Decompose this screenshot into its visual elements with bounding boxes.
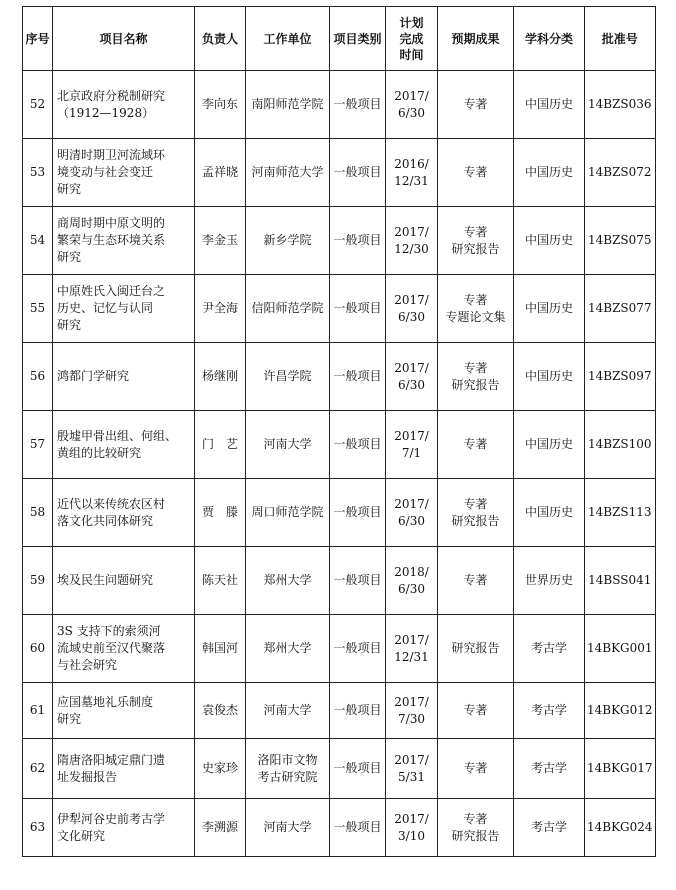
cell-subject: 中国历史 [514, 479, 585, 547]
cell-date [386, 71, 438, 139]
cell-seq: 59 [23, 547, 53, 615]
cell-seq: 63 [23, 799, 53, 857]
header-date-line: 时间 [399, 47, 424, 62]
table-body [23, 71, 656, 857]
header-date [386, 7, 438, 71]
cell-leader: 史家珍 [195, 739, 246, 799]
cell-result-line: 研究报告 [451, 828, 500, 843]
cell-date [386, 411, 438, 479]
cell-name-line: 3S 支持下的索须河 [57, 624, 161, 638]
cell-type: 一般项目 [330, 275, 386, 343]
cell-subject: 中国历史 [514, 343, 585, 411]
cell-unit-line: 河南师范大学 [251, 165, 324, 179]
cell-name-line: 伊犁河谷史前考古学 [57, 811, 166, 826]
cell-name-line: 近代以来传统农区村 [57, 496, 166, 511]
cell-result [438, 343, 514, 411]
cell-unit-line: 河南大学 [263, 437, 312, 451]
cell-date-line: 2017/ [394, 292, 429, 307]
cell-result-line: 研究报告 [451, 513, 500, 528]
cell-result [438, 71, 514, 139]
cell-approval: 14BZS100 [585, 411, 656, 479]
cell-seq: 52 [23, 71, 53, 139]
cell-unit-line: 洛阳市文物 [257, 752, 318, 767]
cell-name-line: （1912—1928） [57, 105, 155, 120]
cell-date-line: 2017/ [394, 811, 429, 826]
cell-seq: 53 [23, 139, 53, 207]
cell-date [386, 615, 438, 683]
table-row [23, 71, 656, 139]
table-row [23, 207, 656, 275]
cell-name-line: 研究 [57, 711, 82, 726]
cell-approval: 14BSS041 [585, 547, 656, 615]
cell-date-line: 2017/ [394, 224, 429, 239]
cell-date [386, 275, 438, 343]
cell-name [53, 411, 195, 479]
cell-result-line: 研究报告 [451, 241, 500, 256]
cell-name-line: 历史、记忆与认同 [57, 301, 154, 315]
cell-result [438, 207, 514, 275]
cell-result-line: 研究报告 [451, 377, 500, 392]
cell-date-line: 5/31 [398, 769, 425, 784]
cell-date [386, 139, 438, 207]
cell-date [386, 799, 438, 857]
header-date-line: 计划 [399, 15, 424, 30]
cell-leader: 孟祥晓 [195, 139, 246, 207]
cell-date-line: 6/30 [398, 105, 425, 120]
cell-date [386, 683, 438, 739]
cell-subject: 中国历史 [514, 71, 585, 139]
header-subject: 学科分类 [514, 7, 585, 71]
cell-seq: 58 [23, 479, 53, 547]
cell-unit-line: 郑州大学 [263, 641, 312, 655]
header-unit: 工作单位 [246, 7, 330, 71]
cell-unit [246, 479, 330, 547]
cell-result-line: 专著 [463, 761, 488, 775]
header-date-line: 完成 [399, 31, 424, 46]
cell-date-line: 2017/ [394, 752, 429, 767]
cell-name-line: 鸿都门学研究 [57, 369, 130, 383]
cell-result-line: 专著 [463, 360, 488, 375]
cell-date-line: 2017/ [394, 496, 429, 511]
cell-name-line: 繁荣与生态环境关系 [57, 233, 166, 247]
cell-name-line: 黄组的比较研究 [57, 445, 142, 460]
cell-date-line: 6/30 [398, 513, 425, 528]
cell-name [53, 139, 195, 207]
cell-name-line: 研究 [57, 318, 82, 332]
cell-date [386, 343, 438, 411]
header-type: 项目类别 [330, 7, 386, 71]
cell-name-line: 落文化共同体研究 [57, 513, 154, 528]
cell-date-line: 12/31 [394, 649, 429, 664]
cell-seq: 61 [23, 683, 53, 739]
cell-name-line: 北京政府分税制研究 [57, 88, 166, 103]
cell-name-line: 商周时期中原文明的 [57, 216, 166, 230]
cell-date-line: 2016/ [394, 156, 429, 171]
cell-unit-line: 河南大学 [263, 703, 312, 717]
cell-leader: 李金玉 [195, 207, 246, 275]
cell-leader: 李溯源 [195, 799, 246, 857]
table-row [23, 739, 656, 799]
cell-result-line: 专著 [463, 573, 488, 587]
cell-date-line: 7/30 [398, 711, 425, 726]
cell-unit [246, 547, 330, 615]
cell-approval: 14BZS097 [585, 343, 656, 411]
cell-leader: 尹全海 [195, 275, 246, 343]
cell-unit [246, 71, 330, 139]
cell-date-line: 6/30 [398, 309, 425, 324]
cell-seq: 56 [23, 343, 53, 411]
cell-date-line: 2017/ [394, 88, 429, 103]
cell-leader: 袁俊杰 [195, 683, 246, 739]
table-row [23, 547, 656, 615]
cell-name [53, 683, 195, 739]
table-row [23, 275, 656, 343]
table-row [23, 683, 656, 739]
cell-unit-line: 信阳师范学院 [251, 301, 324, 315]
table-row [23, 479, 656, 547]
cell-seq: 55 [23, 275, 53, 343]
cell-result-line: 专著 [463, 224, 488, 239]
cell-unit-line: 考古研究院 [257, 769, 318, 784]
cell-date-line: 2017/ [394, 694, 429, 709]
cell-name-line: 文化研究 [57, 828, 106, 843]
cell-name-line: 境变动与社会变迁 [57, 165, 154, 179]
cell-name [53, 71, 195, 139]
cell-result [438, 615, 514, 683]
cell-name [53, 799, 195, 857]
cell-unit [246, 343, 330, 411]
cell-result-line: 专著 [463, 292, 488, 307]
cell-leader: 李向东 [195, 71, 246, 139]
cell-subject: 中国历史 [514, 207, 585, 275]
cell-seq: 62 [23, 739, 53, 799]
cell-name [53, 547, 195, 615]
cell-name-line: 研究 [57, 250, 82, 264]
cell-subject: 世界历史 [514, 547, 585, 615]
cell-name [53, 479, 195, 547]
cell-unit-line: 河南大学 [263, 820, 312, 834]
cell-date [386, 547, 438, 615]
cell-unit [246, 683, 330, 739]
cell-date-line: 12/31 [394, 173, 429, 188]
table-row [23, 615, 656, 683]
cell-type: 一般项目 [330, 683, 386, 739]
cell-date [386, 479, 438, 547]
cell-result [438, 275, 514, 343]
header-leader: 负责人 [195, 7, 246, 71]
cell-approval: 14BZS072 [585, 139, 656, 207]
cell-result [438, 739, 514, 799]
cell-unit [246, 275, 330, 343]
cell-unit [246, 799, 330, 857]
cell-date-line: 3/10 [398, 828, 425, 843]
cell-type: 一般项目 [330, 739, 386, 799]
cell-result [438, 799, 514, 857]
project-table [22, 6, 656, 857]
cell-name [53, 343, 195, 411]
table-row [23, 139, 656, 207]
cell-result-line: 专著 [463, 703, 488, 717]
cell-date-line: 12/30 [394, 241, 429, 256]
cell-seq: 57 [23, 411, 53, 479]
cell-date-line: 2018/ [394, 564, 429, 579]
cell-seq: 54 [23, 207, 53, 275]
cell-leader: 韩国河 [195, 615, 246, 683]
cell-approval: 14BZS077 [585, 275, 656, 343]
cell-approval: 14BKG024 [585, 799, 656, 857]
cell-name-line: 流域史前至汉代聚落 [57, 641, 166, 655]
cell-result-line: 专著 [463, 811, 488, 826]
cell-approval: 14BZS113 [585, 479, 656, 547]
cell-type: 一般项目 [330, 71, 386, 139]
cell-subject: 中国历史 [514, 139, 585, 207]
cell-subject: 考古学 [514, 615, 585, 683]
cell-date-line: 2017/ [394, 428, 429, 443]
cell-name-line: 址发掘报告 [57, 769, 118, 784]
cell-result [438, 411, 514, 479]
cell-date-line: 2017/ [394, 632, 429, 647]
cell-approval: 14BZS075 [585, 207, 656, 275]
cell-approval: 14BKG001 [585, 615, 656, 683]
cell-type: 一般项目 [330, 343, 386, 411]
header-seq: 序号 [23, 7, 53, 71]
header-row [23, 7, 656, 71]
cell-unit [246, 739, 330, 799]
cell-result [438, 683, 514, 739]
cell-leader: 陈天社 [195, 547, 246, 615]
cell-unit [246, 411, 330, 479]
cell-type: 一般项目 [330, 139, 386, 207]
header-approval: 批准号 [585, 7, 656, 71]
cell-subject: 中国历史 [514, 411, 585, 479]
cell-unit [246, 615, 330, 683]
cell-name-line: 中原姓氏入闽迁台之 [57, 284, 166, 298]
cell-subject: 考古学 [514, 683, 585, 739]
cell-result-line: 专著 [463, 97, 488, 111]
cell-subject: 考古学 [514, 739, 585, 799]
cell-name-line: 应国墓地礼乐制度 [57, 694, 154, 709]
cell-date [386, 739, 438, 799]
cell-type: 一般项目 [330, 799, 386, 857]
cell-result-line: 研究报告 [451, 641, 500, 655]
cell-result [438, 547, 514, 615]
cell-name [53, 275, 195, 343]
cell-result-line: 专题论文集 [445, 309, 506, 324]
cell-unit [246, 139, 330, 207]
cell-type: 一般项目 [330, 547, 386, 615]
cell-name-line: 殷墟甲骨出组、何组、 [57, 428, 178, 443]
cell-seq: 60 [23, 615, 53, 683]
cell-approval: 14BZS036 [585, 71, 656, 139]
cell-date-line: 6/30 [398, 581, 425, 596]
cell-approval: 14BKG017 [585, 739, 656, 799]
cell-subject: 中国历史 [514, 275, 585, 343]
header-result: 预期成果 [438, 7, 514, 71]
cell-name [53, 615, 195, 683]
cell-unit [246, 207, 330, 275]
cell-approval: 14BKG012 [585, 683, 656, 739]
cell-leader: 贾 滕 [195, 479, 246, 547]
cell-unit-line: 新乡学院 [263, 233, 312, 247]
header-name: 项目名称 [53, 7, 195, 71]
cell-unit-line: 南阳师范学院 [251, 97, 324, 111]
cell-name [53, 207, 195, 275]
table-row [23, 411, 656, 479]
cell-date [386, 207, 438, 275]
cell-name [53, 739, 195, 799]
cell-name-line: 研究 [57, 182, 82, 196]
cell-subject: 考古学 [514, 799, 585, 857]
cell-type: 一般项目 [330, 207, 386, 275]
project-table-page [22, 6, 656, 857]
cell-name-line: 与社会研究 [57, 658, 118, 672]
cell-name-line: 明清时期卫河流域环 [57, 148, 166, 162]
cell-type: 一般项目 [330, 411, 386, 479]
cell-type: 一般项目 [330, 479, 386, 547]
cell-result-line: 专著 [463, 437, 488, 451]
cell-leader: 门 艺 [195, 411, 246, 479]
cell-unit-line: 郑州大学 [263, 573, 312, 587]
cell-result [438, 479, 514, 547]
cell-unit-line: 周口师范学院 [251, 505, 324, 519]
cell-unit-line: 许昌学院 [263, 369, 312, 383]
cell-result-line: 专著 [463, 165, 488, 179]
table-row [23, 343, 656, 411]
cell-date-line: 6/30 [398, 377, 425, 392]
table-row [23, 799, 656, 857]
cell-name-line: 埃及民生问题研究 [57, 573, 154, 587]
cell-result-line: 专著 [463, 496, 488, 511]
cell-date-line: 2017/ [394, 360, 429, 375]
cell-date-line: 7/1 [401, 445, 422, 460]
cell-leader: 杨继刚 [195, 343, 246, 411]
cell-name-line: 隋唐洛阳城定鼎门遗 [57, 752, 166, 767]
cell-result [438, 139, 514, 207]
cell-type: 一般项目 [330, 615, 386, 683]
